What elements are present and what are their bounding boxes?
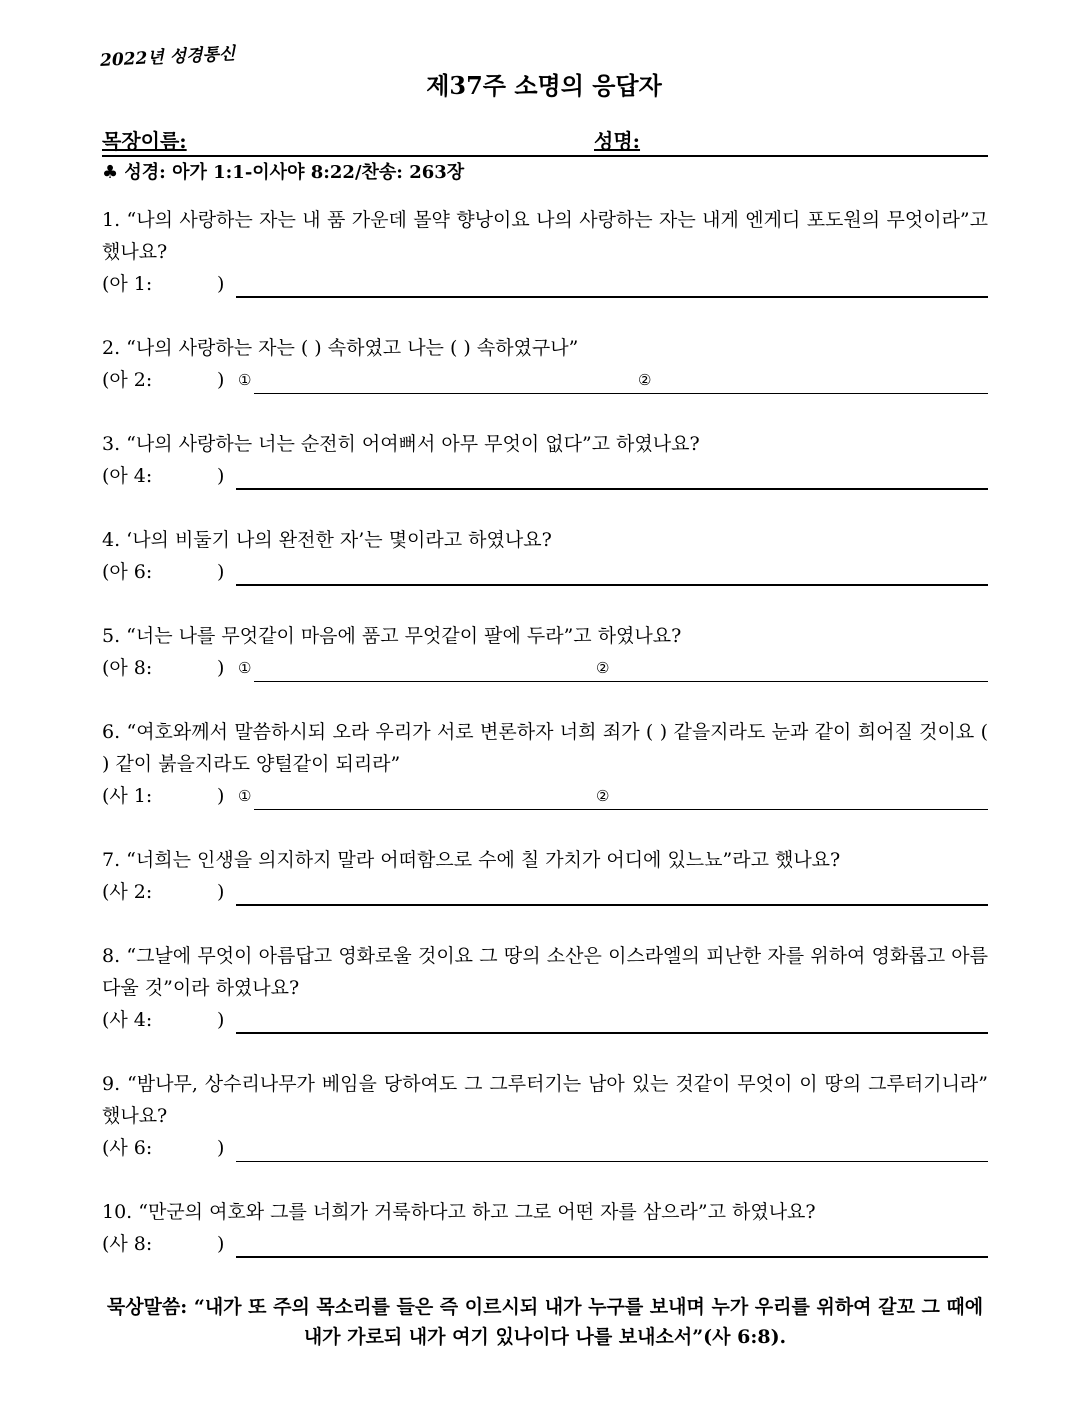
verse-reference-close: ) <box>217 657 225 679</box>
name-header-row <box>102 127 988 157</box>
question-text: 2. “나의 사랑하는 자는 ( ) 속하였고 나는 ( ) 속하였구나” <box>102 337 579 359</box>
verse-reference-close: ) <box>217 785 225 807</box>
question-6 <box>102 716 988 812</box>
verse-reference-close: ) <box>217 561 225 583</box>
answer-line[interactable] <box>236 1256 988 1258</box>
question-8 <box>102 940 988 1036</box>
answer-marker-2: ② <box>596 659 610 677</box>
meditation-verse: 묵상말씀: “내가 또 주의 목소리를 들은 즉 이르시되 내가 누구를 보내며 누가 우리를 위하여 갈꼬 그 때에 내가 가로되 내가 여기 있나이다 나를 보내소서”(사 6:8). <box>106 1296 984 1348</box>
answer-line[interactable] <box>254 809 988 810</box>
answer-row <box>102 1132 988 1164</box>
person-name-label: 성명: <box>594 129 641 153</box>
question-text: 9. “밤나무, 상수리나무가 베임을 당하여도 그 그루터기는 남아 있는 것같이 무엇이 이 땅의 그루터기니라” 했나요? <box>102 1073 988 1127</box>
answer-row <box>102 780 988 812</box>
verse-reference-close: ) <box>217 465 225 487</box>
question-text: 6. “여호와께서 말씀하시되 오라 우리가 서로 변론하자 너희 죄가 ( ) 같을지라도 눈과 같이 희어질 것이요 ( ) 같이 붉을지라도 양털같이 되리라” <box>102 721 988 775</box>
question-text: 5. “너는 나를 무엇같이 마음에 품고 무엇같이 팔에 두라”고 하였나요? <box>102 625 682 647</box>
verse-reference-close: ) <box>217 881 225 903</box>
question-text: 1. “나의 사랑하는 자는 내 품 가운데 몰약 향낭이요 나의 사랑하는 자는 내게 엔게디 포도원의 무엇이라”고 했나요? <box>102 209 988 263</box>
verse-reference: (사 4: <box>102 1009 153 1031</box>
scripture-reading: ♣ 성경: 아가 1:1-이사야 8:22/찬송: 263장 <box>102 162 465 183</box>
question-text: 3. “나의 사랑하는 너는 순전히 어여뻐서 아무 무엇이 없다”고 하였나요? <box>102 433 700 455</box>
answer-row <box>102 364 988 396</box>
answer-marker-1: ① <box>238 371 252 389</box>
question-3 <box>102 428 988 492</box>
question-text: 8. “그날에 무엇이 아름답고 영화로울 것이요 그 땅의 소산은 이스라엘의 피난한 자를 위하여 영화롭고 아름다울 것”이라 하였나요? <box>102 945 988 999</box>
question-10 <box>102 1196 988 1260</box>
answer-marker-2: ② <box>638 371 652 389</box>
verse-reference-close: ) <box>217 369 225 391</box>
answer-row <box>102 268 988 300</box>
answer-row <box>102 1004 988 1036</box>
answer-line[interactable] <box>236 488 988 490</box>
verse-reference-close: ) <box>217 1233 225 1255</box>
question-4 <box>102 524 988 588</box>
answer-line[interactable] <box>236 1032 988 1034</box>
question-9 <box>102 1068 988 1164</box>
header-note: 2022년 성경통신 <box>99 43 236 71</box>
verse-reference: (아 1: <box>102 273 153 295</box>
question-text: 10. “만군의 여호와 그를 너희가 거룩하다고 하고 그로 어떤 자를 삼으라”고 하였나요? <box>102 1201 816 1223</box>
verse-reference: (아 4: <box>102 465 153 487</box>
answer-line[interactable] <box>236 904 988 906</box>
question-text: 4. ‘나의 비둘기 나의 완전한 자’는 몇이라고 하였나요? <box>102 529 552 551</box>
question-text: 7. “너희는 인생을 의지하지 말라 어떠함으로 수에 칠 가치가 어디에 있느뇨”라고 했나요? <box>102 849 841 871</box>
answer-marker-1: ① <box>238 787 252 805</box>
question-2 <box>102 332 988 396</box>
answer-row <box>102 556 988 588</box>
answer-row <box>102 876 988 908</box>
answer-row <box>102 1228 988 1260</box>
question-7 <box>102 844 988 908</box>
answer-line[interactable] <box>236 1161 988 1162</box>
verse-reference-close: ) <box>217 1137 225 1159</box>
verse-reference: (아 8: <box>102 657 153 679</box>
verse-reference: (아 2: <box>102 369 153 391</box>
verse-reference: (사 1: <box>102 785 153 807</box>
group-name-label: 목장이름: <box>102 129 187 153</box>
question-1 <box>102 204 988 300</box>
verse-reference-close: ) <box>217 1009 225 1031</box>
verse-reference: (아 6: <box>102 561 153 583</box>
verse-reference: (사 2: <box>102 881 153 903</box>
answer-marker-2: ② <box>596 787 610 805</box>
answer-line[interactable] <box>236 584 988 586</box>
verse-reference: (사 8: <box>102 1233 153 1255</box>
question-5 <box>102 620 988 684</box>
answer-line[interactable] <box>254 681 988 682</box>
answer-row <box>102 652 988 684</box>
answer-line[interactable] <box>254 393 988 394</box>
verse-reference: (사 6: <box>102 1137 153 1159</box>
page-title: 제37주 소명의 응답자 <box>426 71 662 100</box>
answer-row <box>102 460 988 492</box>
answer-line[interactable] <box>236 296 988 298</box>
answer-marker-1: ① <box>238 659 252 677</box>
verse-reference-close: ) <box>217 273 225 295</box>
